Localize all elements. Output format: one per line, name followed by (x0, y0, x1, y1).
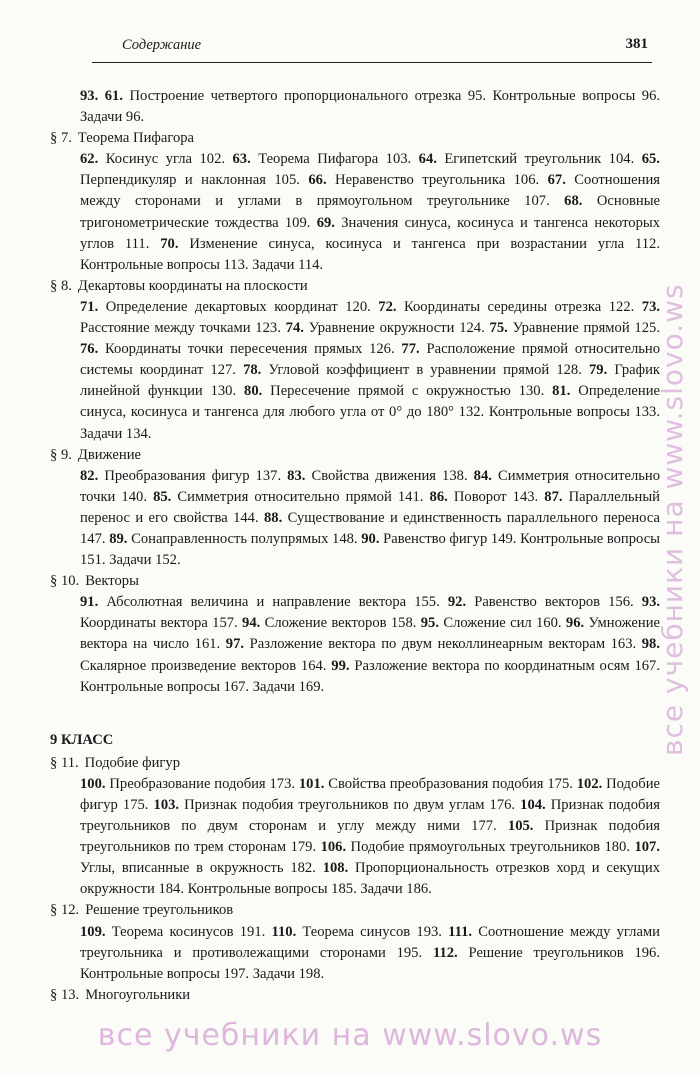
section-title (50, 985, 660, 1006)
entry-number: 93. (641, 594, 661, 611)
entry-number: 101. (298, 775, 325, 792)
section-title (50, 571, 660, 592)
entry-text: Симметрия относительно точки 140. (80, 467, 661, 505)
entry-text: Теорема Пифагора 103. (258, 151, 412, 168)
entry-number: 87. (544, 488, 563, 505)
entry-text: Свойства движения 138. (311, 467, 468, 484)
section-entries (80, 774, 660, 901)
entry-text: Сложение векторов 158. (264, 615, 417, 632)
entry-text: Угловой коэффициент в уравнении прямой 128. (268, 362, 582, 379)
section-name: Подобие фигур (84, 754, 180, 771)
section-name: Решение треугольников (85, 902, 234, 919)
entry-number: 92. (447, 594, 467, 611)
entry-number: 68. (564, 193, 583, 210)
entry-text: Координаты вектора 157. (80, 615, 238, 632)
section-entries (80, 149, 660, 276)
entry-number: 63. (232, 151, 251, 168)
intro-entries (80, 86, 660, 128)
entry-number: 82. (80, 467, 99, 484)
section-number: § 12. (50, 902, 80, 919)
entry-number: 109. (80, 923, 106, 940)
entry-text: Значения синуса, косинуса и тангенса некоторых углов 111. (80, 214, 660, 252)
entry-number: 80. (244, 383, 263, 400)
entry-text: Равенство фигур 149. Контрольные вопросы 151. Задачи 152. (80, 530, 660, 569)
entry-number: 83. (287, 467, 306, 484)
entry-text: Свойства преобразования подобия 175. (328, 775, 573, 792)
entry-text: Подобие прямоугольных треугольников 180. (350, 839, 630, 856)
entry-number: 73. (641, 298, 661, 315)
entry-number: 90. (361, 530, 380, 547)
entry-number: 84. (473, 467, 492, 484)
entry-text: Уравнение окружности 124. (308, 320, 485, 337)
section-title (50, 753, 660, 774)
entry-number: 72. (378, 298, 397, 315)
toc-section (50, 985, 660, 1006)
watermark-bottom: все учебники на www.slovo.ws (97, 1018, 603, 1053)
section-entries (80, 592, 660, 697)
entry-number: 64. (418, 151, 437, 168)
section-entries (80, 922, 660, 985)
entry-number: 79. (589, 362, 608, 379)
entry-number: 99. (331, 657, 350, 674)
entry-text: Преобразование подобия 173. (109, 775, 296, 792)
entry-text: Пересечение прямой с окружностью 130. (270, 383, 545, 400)
entry-number: 108. (322, 860, 349, 877)
toc-section (50, 900, 660, 984)
toc-section (50, 276, 660, 445)
entry-number: 81. (552, 383, 571, 400)
entry-number: 96. (565, 615, 585, 632)
section-number: § 8. (50, 277, 72, 294)
entry-text: Умножение вектора на число 161. (80, 615, 660, 653)
entry-text: Неравенство треугольника 106. (335, 172, 540, 189)
entry-text: Перпендикуляр и наклонная 105. (80, 172, 300, 189)
section-name: Декартовы координаты на плоскости (77, 277, 308, 294)
entry-number: 74. (285, 320, 304, 337)
entry-text: Признак подобия треугольников по двум углам 176. (184, 797, 516, 813)
entry-text: Сложение сил 160. (443, 615, 562, 632)
section-title (50, 276, 660, 297)
entry-number: 112. (432, 944, 458, 961)
entry-text: Углы, вписанные в окружность 182. (80, 860, 316, 877)
entry-number: 88. (264, 509, 283, 526)
entry-text: Параллельный перенос и его свойства 144. (80, 488, 660, 526)
section-name: Многоугольники (85, 986, 191, 1003)
sections-7-10 (50, 128, 660, 698)
entry-number: 91. (80, 594, 99, 611)
entry-text: Равенство векторов 156. (474, 594, 634, 611)
entry-text: Теорема косинусов 191. (111, 923, 266, 940)
entry-text: Признак подобия треугольников по двум сторонам и углу между ними 177. (80, 797, 660, 835)
table-of-contents (50, 86, 660, 1006)
entry-text: Теорема синусов 193. (302, 923, 442, 940)
entry-number: 67. (547, 172, 566, 189)
sections-11-13 (50, 753, 660, 1006)
entry-text: Египетский треугольник 104. (444, 151, 635, 168)
entry-number: 75. (489, 320, 508, 337)
section-entries (80, 297, 660, 445)
entry-text: Уравнение прямой 125. (512, 320, 660, 337)
entry-number: 95. (420, 615, 439, 632)
section-number: § 10. (50, 573, 80, 590)
entry-text: Существование и единственность параллельного переноса 147. (80, 509, 660, 547)
entry-number: 98. (641, 636, 660, 653)
entry-number: 102. (576, 775, 603, 792)
entry-text: Признак подобия треугольников по трем сторонам 179. (80, 818, 660, 856)
entry-number: 97. (225, 636, 245, 653)
entry-number: 104. (520, 797, 546, 813)
toc-section (50, 445, 660, 572)
entry-text: Скалярное произведение векторов 164. (80, 657, 327, 674)
section-name: Векторы (85, 573, 139, 590)
entry-text: Косинус угла 102. (105, 151, 226, 168)
entry-number: 89. (109, 530, 128, 547)
toc-section (50, 753, 660, 901)
entry-text: Преобразования фигур 137. (104, 467, 282, 484)
section-number: § 9. (50, 446, 72, 463)
entry-number: 66. (308, 172, 327, 189)
entry-text: Поворот 143. (453, 488, 539, 505)
toc-section (50, 128, 660, 276)
entry-text: Решение треугольников 196. Контрольные вопросы 197. Задачи 198. (80, 944, 660, 982)
entry-number: 100. (80, 775, 106, 792)
section-title (50, 900, 660, 921)
entry-number: 65. (641, 151, 660, 168)
entry-text: Определение синуса, косинуса и тангенса для любого угла от 0° до 180° 132. Контрольные вопросы 133. Задачи 134. (80, 383, 660, 442)
section-title (50, 128, 660, 149)
entry-text: Подобие фигур 175. (80, 775, 660, 813)
section-number: § 11. (50, 754, 79, 771)
entry-number: 106. (320, 839, 347, 856)
entry-number: 94. (242, 615, 261, 632)
entry-text: Абсолютная величина и направление вектора 155. (106, 594, 440, 611)
entry-number: 103. (153, 797, 180, 813)
entry-text: Пропорциональность отрезков хорд и секущих окружности 184. Контрольные вопросы 185. Задачи 186. (80, 860, 660, 898)
section-name: Теорема Пифагора (77, 130, 195, 147)
entry-text: Разложение вектора по координатным осям 167. Контрольные вопросы 167. Задачи 169. (80, 657, 660, 695)
entry-text: Координаты середины отрезка 122. (404, 298, 635, 315)
entry-text: Основные тригонометрические тождества 109. (80, 193, 660, 231)
entry-text: Координаты точки пересечения прямых 126. (105, 341, 395, 358)
section-title (50, 445, 660, 466)
toc-section (50, 571, 660, 698)
page-header (92, 36, 652, 63)
entry-number: 85. (153, 488, 172, 505)
entry-text: Сонаправленность полупрямых 148. (131, 530, 358, 547)
entry-number: 78. (243, 362, 262, 379)
section-number: § 13. (50, 986, 80, 1003)
entry-text: Симметрия относительно прямой 141. (177, 488, 424, 505)
entry-text: Расстояние между точками 123. (80, 320, 281, 337)
entry-number: 86. (429, 488, 448, 505)
entry-number: 76. (80, 341, 99, 358)
entry-number: 105. (507, 818, 534, 835)
entry-number: 61. (104, 88, 123, 104)
section-name: Движение (77, 446, 142, 463)
section-entries (80, 466, 660, 571)
entry-number: 111. (448, 923, 473, 940)
entry-number: 71. (80, 298, 99, 315)
entry-text: График линейной функции 130. (80, 362, 661, 400)
watermark-vertical: все учебники на www.slovo.ws (656, 283, 689, 757)
grade-heading: 9 КЛАСС (50, 731, 114, 748)
entry-number: 93. (80, 88, 99, 104)
entry-number: 107. (634, 839, 660, 856)
entry-number: 62. (80, 151, 99, 168)
section-number: § 7. (50, 130, 72, 147)
entry-text: Определение декартовых координат 120. (105, 298, 371, 315)
running-title: Содержание (122, 37, 202, 53)
entry-number: 70. (160, 235, 179, 252)
entry-number: 110. (271, 923, 297, 940)
entry-number: 77. (401, 341, 420, 358)
entry-text: Разложение вектора по двум неколлинеарным векторам 163. (249, 636, 637, 653)
entry-text: Построение четвертого пропорционального отрезка 95. Контрольные вопросы 96. Задачи 96. (80, 88, 661, 126)
entry-text: Соотношение между углами треугольника и противолежащими сторонами 195. (80, 923, 660, 961)
entry-text: Расположение прямой относительно системы координат 127. (80, 341, 661, 379)
page-number: 381 (625, 36, 648, 52)
entry-text: Изменение синуса, косинуса и тангенса при возрастании угла 112. Контрольные вопросы 113. Задачи 114. (80, 235, 660, 273)
entry-number: 69. (316, 214, 335, 231)
entry-text: Соотношения между сторонами и углами в прямоугольном треугольнике 107. (80, 172, 660, 210)
